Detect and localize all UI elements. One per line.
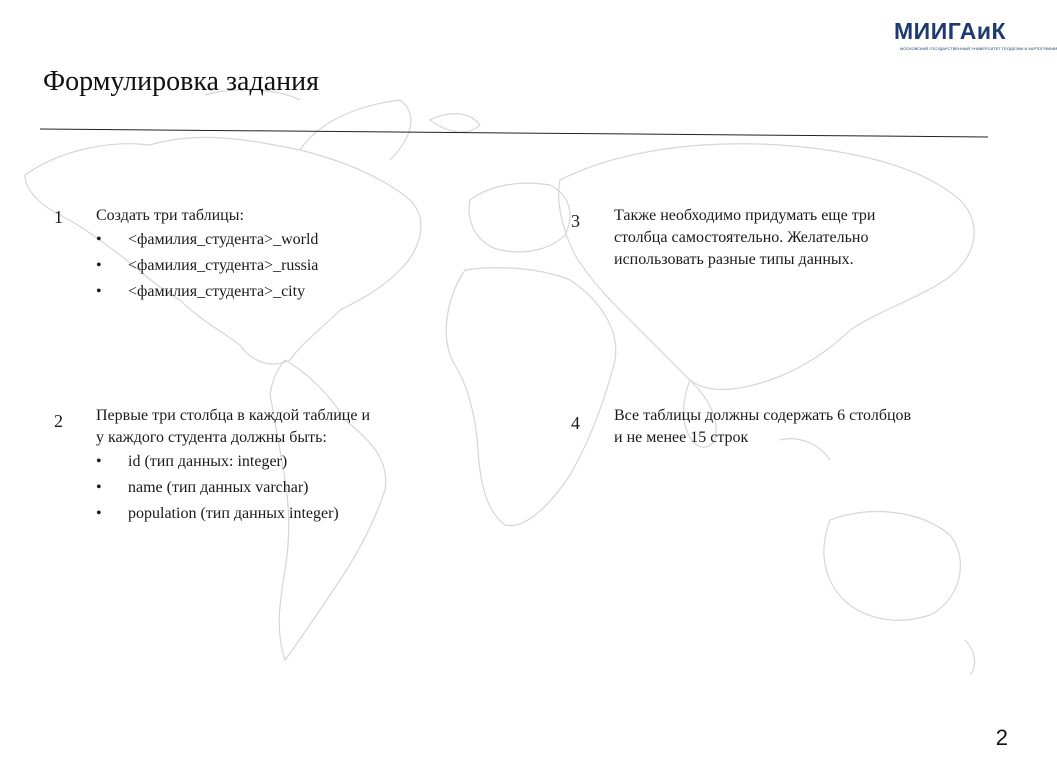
slide-title: Формулировка задания	[43, 66, 319, 97]
list-item: • id (тип данных: integer)	[96, 451, 376, 473]
block-1-number: 1	[54, 207, 63, 227]
bullet-icon: •	[96, 453, 102, 470]
university-logo	[894, 18, 1057, 60]
block-2-list	[96, 451, 376, 525]
block-3-number: 3	[571, 211, 580, 231]
logo-tagline: МОСКОВСКИЙ ГОСУДАРСТВЕННЫЙ УНИВЕРСИТЕТ ГЕОДЕЗИИ И КАРТОГРАФИИ	[900, 46, 1057, 51]
block-2-text: Первые три столбца в каждой таблице и у каждого студента должны быть:	[96, 407, 371, 446]
bullet-icon: •	[96, 505, 102, 522]
block-1-list	[96, 229, 416, 303]
list-item: • <фамилия_студента>_city	[96, 281, 416, 303]
bullet-icon: •	[96, 231, 102, 248]
block-1	[96, 205, 416, 307]
block-3	[614, 205, 919, 271]
block-4-text: Все таблицы должны содержать 6 столбцов и не менее 15 строк	[614, 407, 912, 446]
list-item: • population (тип данных integer)	[96, 503, 376, 525]
list-item: • <фамилия_студента>_russia	[96, 255, 416, 277]
block-3-text: Также необходимо придумать еще три столбца самостоятельно. Желательно использовать разные типы данных.	[614, 207, 876, 268]
block-4-number: 4	[571, 413, 580, 433]
block-2-number: 2	[54, 411, 63, 431]
block-4	[614, 405, 919, 449]
bullet-icon: •	[96, 283, 102, 300]
list-item: • name (тип данных varchar)	[96, 477, 376, 499]
title-divider	[40, 125, 990, 139]
logo-text: МИИГАиК	[894, 18, 1007, 44]
page-number: 2	[995, 725, 1008, 750]
block-2	[96, 405, 376, 529]
bullet-icon: •	[96, 257, 102, 274]
bullet-icon: •	[96, 479, 102, 496]
block-1-text: Создать три таблицы:	[96, 207, 244, 224]
list-item: • <фамилия_студента>_world	[96, 229, 416, 251]
